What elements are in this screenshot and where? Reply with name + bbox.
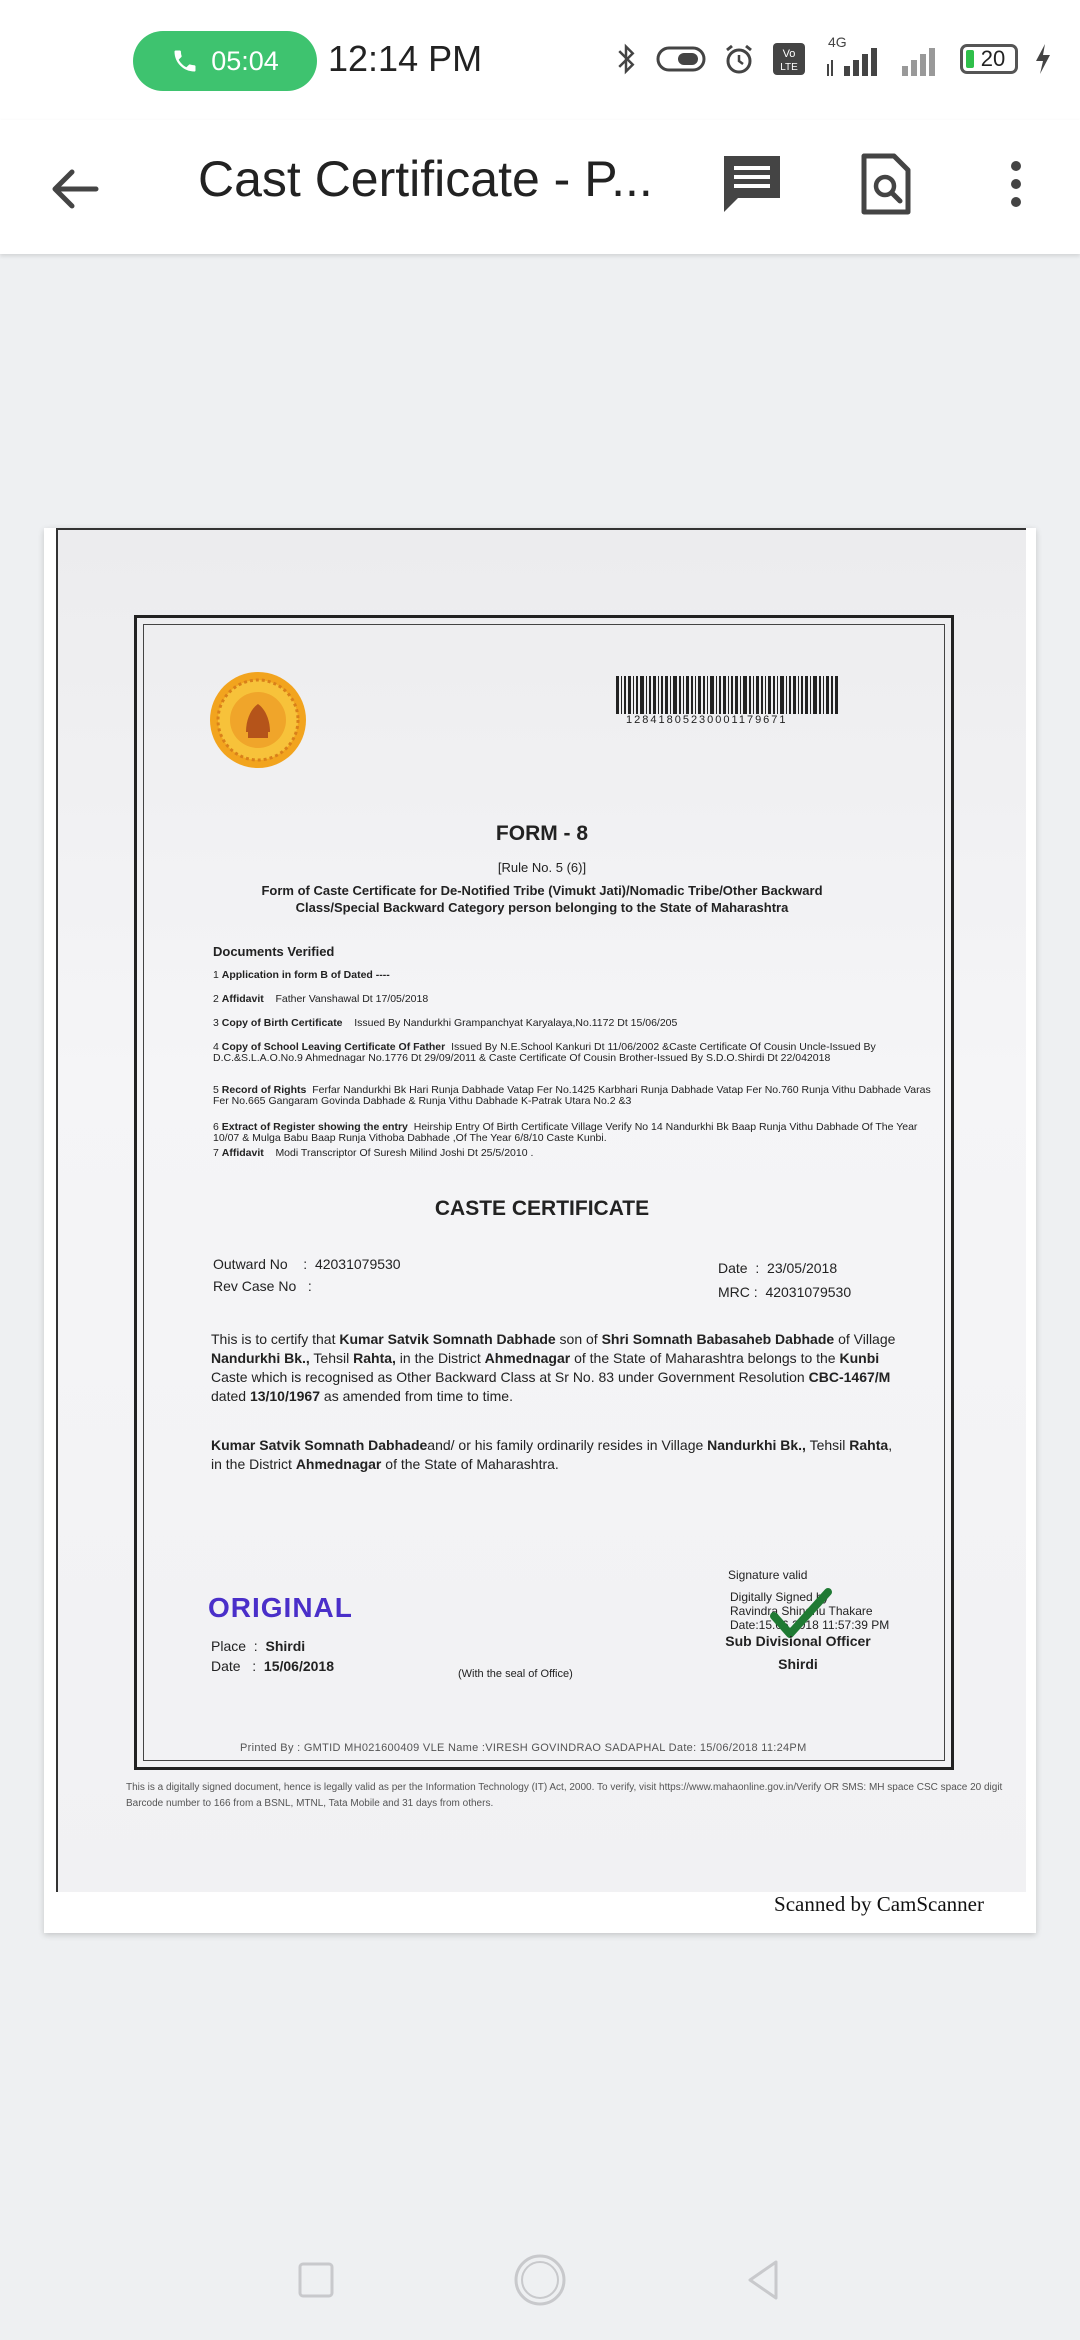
status-bar (0, 0, 1080, 120)
svg-text:Vo: Vo (782, 48, 796, 60)
documents-heading: Documents Verified (213, 944, 335, 959)
back-arrow-icon[interactable] (40, 154, 110, 224)
rule-number: [Rule No. 5 (6)] (497, 860, 587, 875)
more-vert-icon[interactable] (996, 148, 1036, 220)
app-bar (0, 120, 1080, 254)
phone-icon (171, 47, 199, 75)
seal-note: (With the seal of Office) (458, 1668, 573, 1680)
battery-icon (960, 44, 1018, 74)
signal-icon (900, 42, 944, 76)
battery-level: 20 (980, 46, 1006, 71)
network-type: 4G (828, 34, 847, 50)
form-title: FORM - 8 (495, 822, 589, 845)
document-item: 4 Copy of School Leaving Certificate Of Father Issued By N.E.School Kankuri Dt 11/06/2002 &Caste Certificate Of Cousin Uncle-Issued By D.C.&S.L.A.O.No.9 Ahmednagar No.1776 Dt 29/09/2011 & Caste Certificate Of Cousin Brother-Issued By S.D.O.Shirdi Dt 22/042018 (213, 1041, 876, 1064)
ongoing-call-pill[interactable] (133, 31, 317, 91)
document-item: 2 Affidavit Father Vanshawal Dt 17/05/2018 (213, 993, 429, 1005)
svg-text:LTE: LTE (780, 62, 798, 73)
mrc-number: MRC : 42031079530 (718, 1284, 852, 1300)
document-item: 7 Affidavit Modi Transcriptor Of Suresh Milind Joshi Dt 25/5/2010 . (213, 1147, 534, 1159)
form-description: Form of Caste Certificate for De-Notified Tribe (Vimukt Jati)/Nomadic Tribe/Other Backward Class/Special Backward Category person belonging to the State of Maharashtra (261, 883, 823, 915)
digital-signature-disclaimer: This is a digitally signed document, hence is legally valid as per the Information Technology (IT) Act, 2000. To verify, visit https://www.mahaonline.gov.in/Verify OR SMS: MH space CSC space 20 digit Barcode number to 166 from a BSNL, MTNL, Tata Mobile and 31 days from others. (126, 1782, 1003, 1809)
status-time: 12:14 PM (328, 38, 483, 79)
navigation-bar (0, 2220, 1080, 2340)
document-item: 6 Extract of Register showing the entry Heirship Entry Of Birth Certificate Village Verify No 14 Nandurkhi Bk Baap Runja Vithu Dabhade Of The Year 10/07 & Mulga Babu Baap Runja Vithoba Dabhade ,Of The Year 6/8/10 Caste Kunbi. (213, 1121, 918, 1144)
certificate-date: Date : 23/05/2018 (718, 1260, 838, 1276)
call-timer: 05:04 (211, 45, 279, 76)
document-item: 3 Copy of Birth Certificate Issued By Nandurkhi Grampanchyat Karyalaya,No.1172 Dt 15/06/205 (213, 1017, 678, 1029)
rev-case-number: Rev Case No : (213, 1278, 312, 1294)
certification-paragraph: This is to certify that Kumar Satvik Somnath Dabhade son of Shri Somnath Babasaheb Dabhade of Village Nandurkhi Bk., Tehsil Rahta, in the District Ahmednagar of the State of Maharashtra belongs to the Kunbi Caste which is recognised as Other Backward Class at Sr No. 83 under Government Resolution CBC-1467/M dated 13/10/1967 as amended from time to time. (211, 1331, 896, 1404)
charging-icon (1034, 42, 1052, 76)
home-circle-icon[interactable] (510, 2250, 570, 2310)
signature-valid-label: Signature valid (728, 1568, 808, 1582)
comment-icon[interactable] (716, 148, 788, 220)
document-title: Cast Certificate - P... (198, 151, 653, 207)
digital-signature-block: Digitally Signed by Ravindra Shindhu Thakare Date:15.06.2018 11:57:39 PM (730, 1590, 890, 1632)
caste-certificate-title: CASTE CERTIFICATE (434, 1197, 650, 1220)
volte-icon (772, 42, 806, 76)
pdf-page[interactable] (44, 528, 1036, 1933)
camscanner-watermark: Scanned by CamScanner (774, 1892, 984, 1916)
back-triangle-icon[interactable] (734, 2250, 794, 2310)
officer-signature: Sub Divisional Officer Shirdi (725, 1633, 871, 1672)
original-stamp: ORIGINAL (208, 1592, 353, 1623)
find-in-page-icon[interactable] (850, 148, 922, 220)
barcode-number: 12841805230001179671 (626, 714, 788, 726)
recents-square-icon[interactable] (286, 2250, 346, 2310)
barcode (616, 676, 838, 714)
state-emblem-seal (208, 670, 308, 770)
alarm-icon (722, 42, 756, 76)
scanned-certificate (56, 528, 1026, 1892)
outward-number: Outward No : 42031079530 (213, 1256, 401, 1272)
document-item: 1 Application in form B of Dated ---- (213, 969, 390, 981)
toggle-icon (656, 44, 706, 74)
system-icons (612, 34, 1052, 78)
printed-by-line: Printed By : GMTID MH021600409 VLE Name :VIRESH GOVINDRAO SADAPHAL Date: 15/06/2018 11:24PM (240, 1742, 807, 1754)
signal-icon (822, 34, 884, 78)
document-item: 5 Record of Rights Ferfar Nandurkhi Bk Hari Runja Dabhade Vatap Fer No.1425 Karbhari Runja Dabhade Vatap Fer No.760 Runja Vithu Dabhade Varas Fer No.665 Gangaram Govinda Dabhade & Runja Vithu Dabhade K-Patrak Utara No.2 &3 (213, 1084, 931, 1107)
bluetooth-icon (612, 41, 640, 77)
residence-paragraph: Kumar Satvik Somnath Dabhadeand/ or his family ordinarily resides in Village Nandurkhi Bk., Tehsil Rahta, in the District Ahmednagar of the State of Maharashtra. (211, 1437, 893, 1472)
place-and-date: Place : Shirdi Date : 15/06/2018 (211, 1638, 334, 1674)
